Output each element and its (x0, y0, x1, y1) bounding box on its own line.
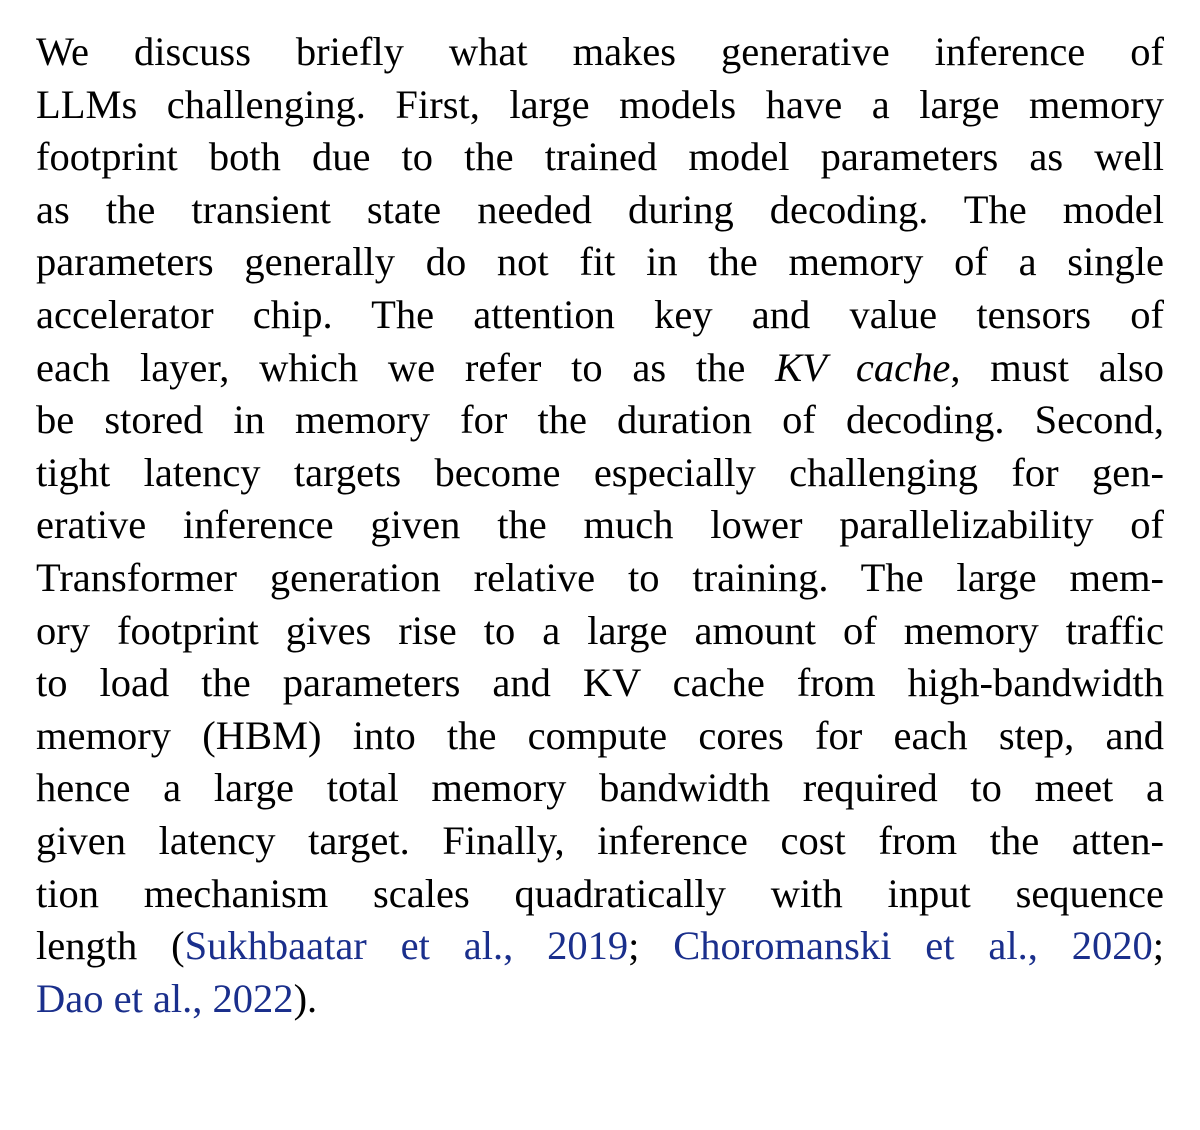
citation-link-sukhbaatar[interactable]: Sukhbaatar et al., 2019 (184, 923, 629, 969)
paragraph-line: memory (HBM) into the compute cores for each step, and (36, 712, 1164, 758)
paragraph-line: ory footprint gives rise to a large amount of memory traffic (36, 607, 1164, 653)
paragraph-line: We discuss briefly what makes generative inference of (36, 29, 1164, 74)
line-text: ). (293, 975, 318, 1021)
paragraph-line: Transformer generation relative to training. The large mem- (36, 554, 1164, 600)
paragraph-line: be stored in memory for the duration of decoding. Second, (36, 397, 1164, 443)
paragraph-line: hence a large total memory bandwidth required to meet a (36, 765, 1164, 811)
paragraph-line: as the transient state needed during decoding. The model (36, 186, 1164, 232)
paragraph-line: parameters generally do not fit in the memory of a single (36, 239, 1164, 285)
paragraph-line: erative inference given the much lower parallelizability of (36, 502, 1164, 548)
line-text: , must also (950, 344, 1164, 390)
paragraph-line: accelerator chip. The attention key and value tensors of (36, 291, 1164, 337)
line-text: each layer, which we refer to as the (36, 344, 776, 390)
paragraph-line (36, 920, 1164, 973)
paragraph-line: tight latency targets become especially challenging for gen- (36, 449, 1164, 495)
paragraph-line (36, 973, 1164, 1026)
body-paragraph (36, 26, 1164, 1025)
line-text: ; (1152, 923, 1164, 969)
paragraph-line: to load the parameters and KV cache from high-bandwidth (36, 660, 1164, 706)
kv-cache-term: KV cache (775, 344, 951, 390)
paragraph-line (36, 342, 1164, 395)
line-text: ; (628, 923, 674, 969)
citation-link-choromanski[interactable]: Choromanski et al., 2020 (673, 923, 1153, 969)
paragraph-line: footprint both due to the trained model parameters as well (36, 134, 1164, 180)
paragraph-line: LLMs challenging. First, large models have a large memory (36, 81, 1164, 127)
line-text: length ( (36, 923, 185, 969)
paragraph-line: given latency target. Finally, inference cost from the atten- (36, 817, 1164, 863)
paragraph-line: tion mechanism scales quadratically with input sequence (36, 870, 1164, 916)
citation-link-dao[interactable]: Dao et al., 2022 (36, 975, 294, 1021)
